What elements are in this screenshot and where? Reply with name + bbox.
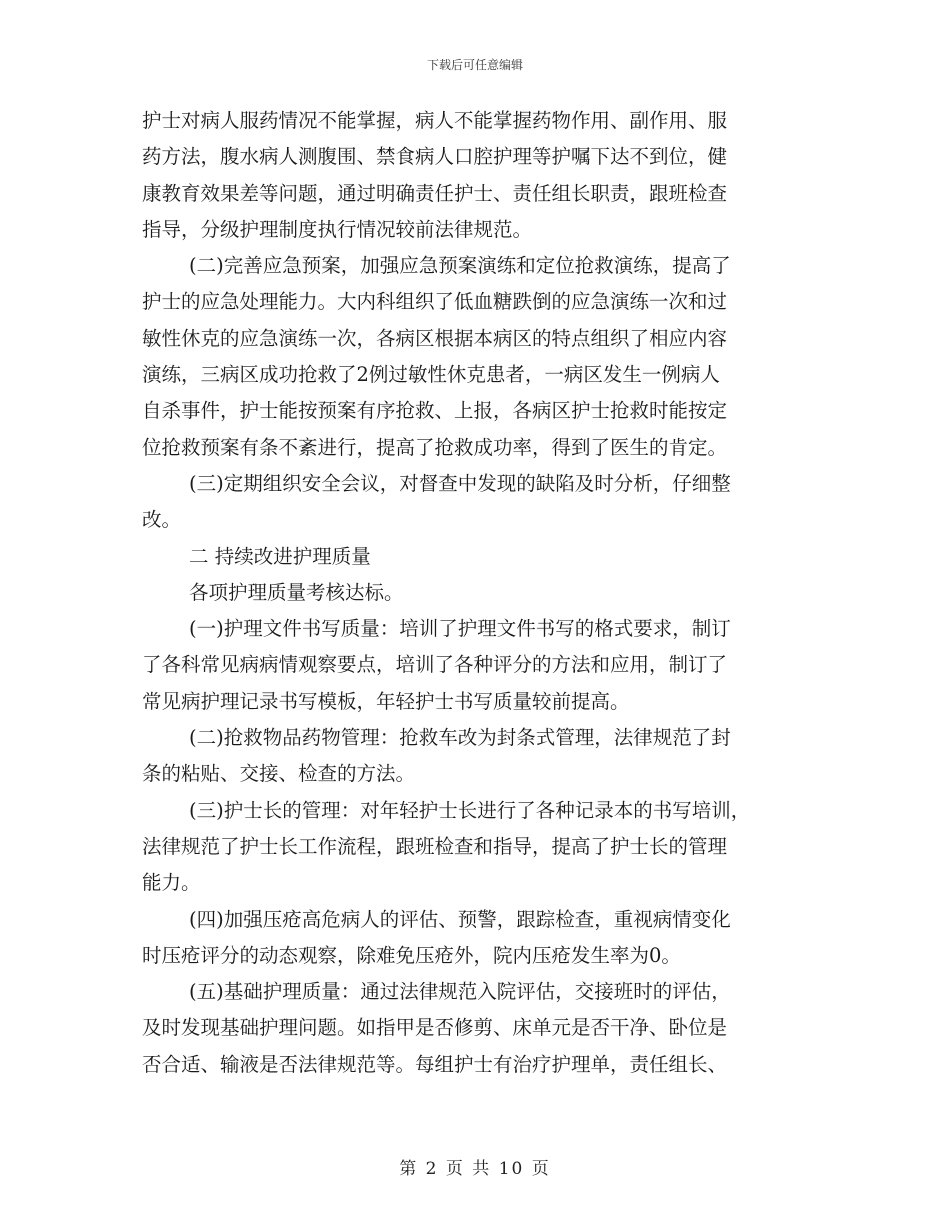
paragraph-start: (三)定期组织安全会议，对督查中发现的缺陷及时分析，仔细整 xyxy=(189,471,731,495)
text-line: 护士的应急处理能力。大内科组织了低血糖跌倒的应急演练一次和过 xyxy=(142,290,728,314)
paragraph-start: (二)抢救物品药物管理：抢救车改为封条式管理，法律规范了封 xyxy=(189,726,731,750)
text-line: 康教育效果差等问题，通过明确责任护士、责任组长职责，跟班检查 xyxy=(142,181,728,205)
text-line: 法律规范了护士长工作流程，跟班检查和指导，提高了护士长的管理 xyxy=(142,834,728,858)
text-line: 自杀事件，护士能按预案有序抢救、上报，各病区护士抢救时能按定 xyxy=(142,399,728,423)
section-heading: 二 持续改进护理质量 xyxy=(189,544,371,568)
paragraph-start: (二)完善应急预案，加强应急预案演练和定位抢救演练，提高了 xyxy=(189,254,731,278)
page-footer: 第 2 页 共 10 页 xyxy=(399,1159,551,1179)
text-line: 及时发现基础护理问题。如指甲是否修剪、床单元是否干净、卧位是 xyxy=(142,1016,728,1040)
text-line: 指导，分级护理制度执行情况较前法律规范。 xyxy=(142,217,533,241)
paragraph-start: (四)加强压疮高危病人的评估、预警，跟踪检查，重视病情变化 xyxy=(189,907,731,931)
text-line: 敏性休克的应急演练一次，各病区根据本病区的特点组织了相应内容 xyxy=(142,326,728,350)
text-line: 常见病护理记录书写模板，年轻护士书写质量较前提高。 xyxy=(142,689,630,713)
text-line: 条的粘贴、交接、检查的方法。 xyxy=(142,762,416,786)
text-line: 能力。 xyxy=(142,871,201,895)
document-body xyxy=(142,103,812,1083)
text-line: 否合适、输液是否法律规范等。每组护士有治疗护理单，责任组长、 xyxy=(142,1052,728,1076)
paragraph-start: (三)护士长的管理：对年轻护士长进行了各种记录本的书写培训， xyxy=(189,798,751,822)
text-line: 演练，三病区成功抢救了2例过敏性休克患者，一病区发生一例病人 xyxy=(142,363,720,387)
page-header: 下载后可任意编辑 xyxy=(426,58,523,72)
text-line: 时压疮评分的动态观察，除难免压疮外，院内压疮发生率为0。 xyxy=(142,943,681,967)
paragraph-start: (五)基础护理质量：通过法律规范入院评估，交接班时的评估， xyxy=(189,980,731,1004)
paragraph-start: (一)护理文件书写质量：培训了护理文件书写的格式要求，制订 xyxy=(189,617,731,641)
text-line: 位抢救预案有条不紊进行，提高了抢救成功率，得到了医生的肯定。 xyxy=(142,435,728,459)
text-line: 改。 xyxy=(142,508,182,532)
text-line: 药方法，腹水病人测腹围、禁食病人口腔护理等护嘱下达不到位，健 xyxy=(142,145,728,169)
text-line: 了各科常见病病情观察要点，培训了各种评分的方法和应用，制订了 xyxy=(142,653,728,677)
text-line: 护士对病人服药情况不能掌握，病人不能掌握药物作用、副作用、服 xyxy=(142,109,728,132)
paragraph-start: 各项护理质量考核达标。 xyxy=(189,580,404,604)
